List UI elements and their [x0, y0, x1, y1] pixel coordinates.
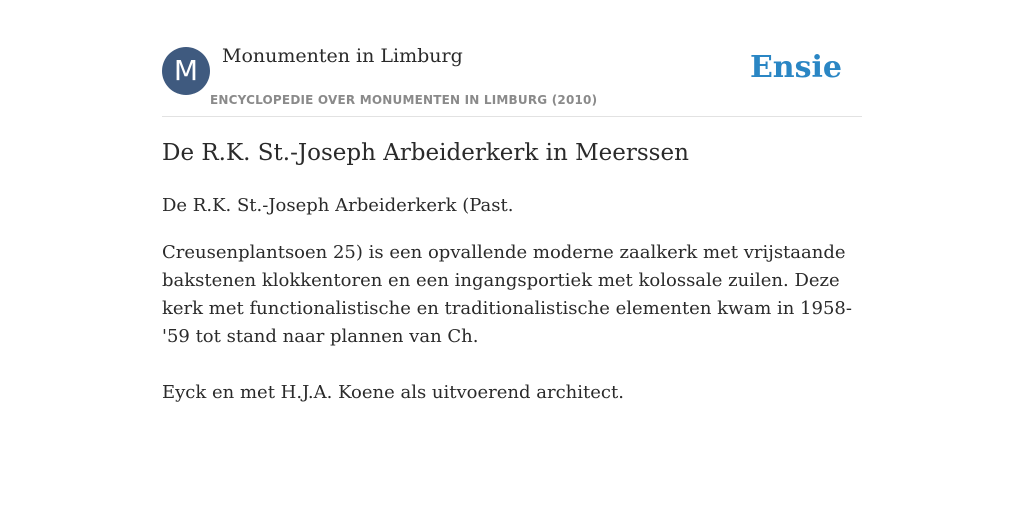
article-paragraph-2: Creusenplantsoen 25) is een opvallende moderne zaalkerk met vrijstaande bakstenen klokkentoren en een ingangsportiek met kolossale zuilen. Deze kerk met functionalistische en traditionalistische elementen kwam in 1958-'59 tot stand naar plannen van Ch.: [162, 242, 852, 347]
source-avatar[interactable]: M: [162, 47, 210, 95]
article-title: De R.K. St.-Joseph Arbeiderkerk in Meerssen: [162, 140, 689, 166]
source-header: [162, 0, 862, 117]
ensie-logo[interactable]: Ensie: [749, 50, 842, 85]
article-paragraph-1: De R.K. St.-Joseph Arbeiderkerk (Past.: [162, 195, 514, 216]
article-paragraph-3: Eyck en met H.J.A. Koene als uitvoerend architect.: [162, 382, 624, 403]
source-subtitle: ENCYCLOPEDIE OVER MONUMENTEN IN LIMBURG (2010): [210, 93, 598, 107]
source-title-link[interactable]: Monumenten in Limburg: [222, 45, 463, 67]
